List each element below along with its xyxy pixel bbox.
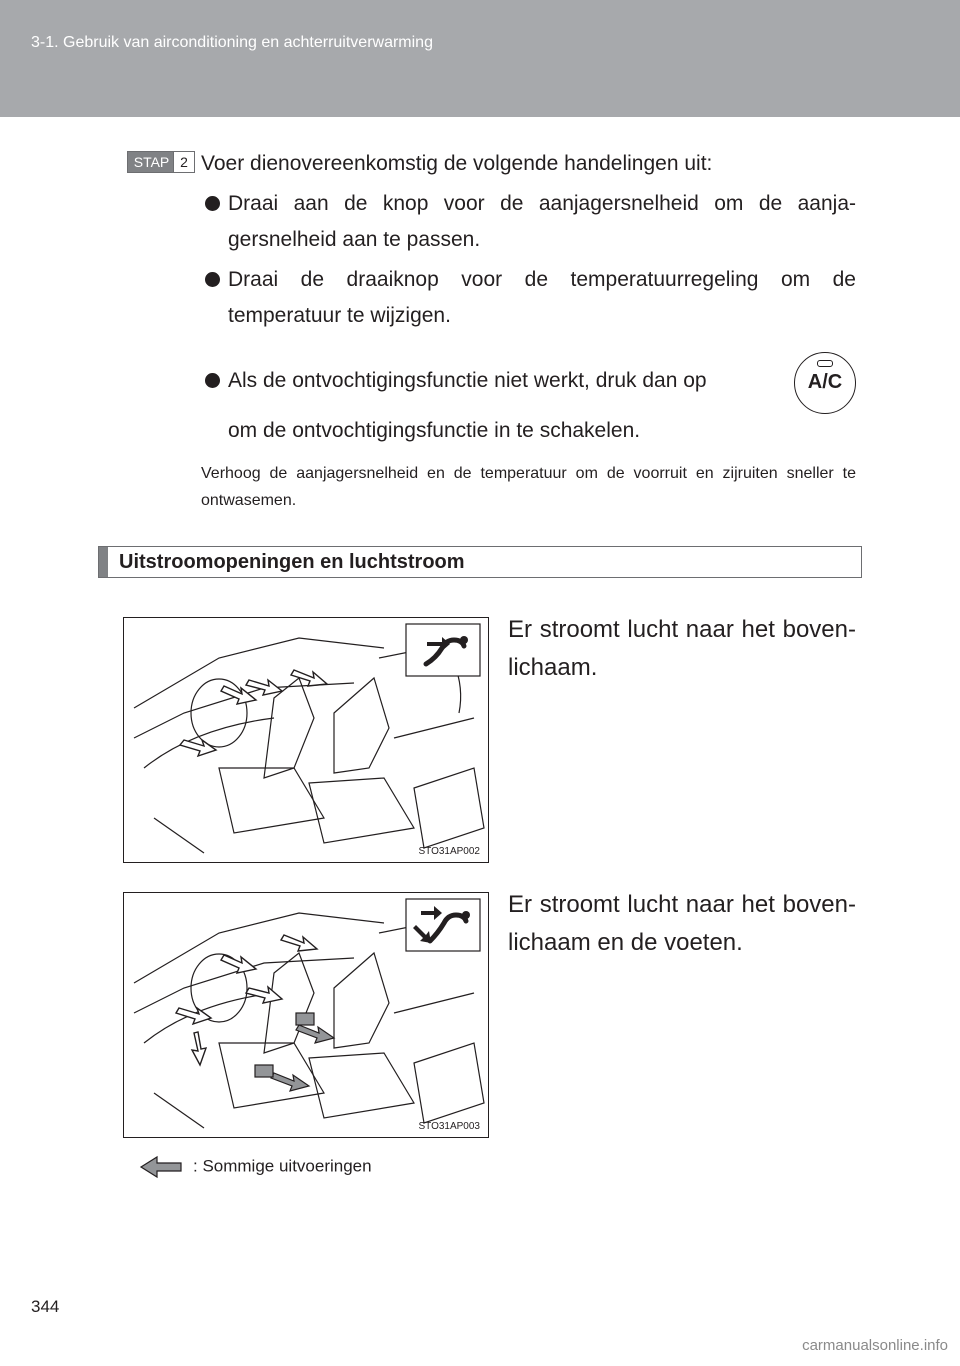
bullet-dehumidify bbox=[205, 363, 775, 399]
page-header bbox=[0, 0, 960, 117]
watermark: carmanualsonline.info bbox=[802, 1337, 948, 1354]
bullet-text: Draai aan de knop voor de aanjagersnelheid om de aanja-gersnelheid aan te passen. bbox=[228, 192, 856, 251]
step-text: Voer dienovereenkomstig de volgende handelingen uit: bbox=[201, 152, 713, 175]
header-title: 3-1. Gebruik van airconditioning en achterruitverwarming bbox=[31, 34, 433, 51]
step-row bbox=[127, 152, 712, 176]
bullet-text: Draai de draaiknop voor de temperatuurregeling om de temperatuur te wijzigen. bbox=[228, 268, 856, 327]
step-badge-label: STAP bbox=[128, 152, 175, 172]
car-interior-illustration bbox=[124, 618, 488, 862]
section-title: Uitstroomopeningen en luchtstroom bbox=[119, 551, 465, 573]
figure-code: STO31AP002 bbox=[418, 846, 480, 857]
legend-text: : Sommige uitvoeringen bbox=[193, 1156, 372, 1176]
note-text: Verhoog de aanjagersnelheid en de temperatuur om de voorruit en zijruiten sneller te ontwasemen. bbox=[201, 465, 856, 509]
bullet-text-line1: Als de ontvochtigingsfunctie niet werkt, druk dan op bbox=[228, 369, 707, 392]
step-badge bbox=[127, 151, 195, 173]
bullet-dehumidify-cont bbox=[205, 413, 856, 449]
section-accent bbox=[99, 547, 108, 577]
figure-caption: Er stroomt lucht naar het boven-lichaam en de voeten. bbox=[508, 891, 856, 956]
bullet-text-line2: om de ontvochtigingsfunctie in te schakelen. bbox=[228, 419, 641, 442]
ac-indicator-light bbox=[817, 360, 833, 367]
figure-code: STO31AP003 bbox=[418, 1121, 480, 1132]
step-badge-number: 2 bbox=[173, 152, 194, 172]
ac-button-label: A/C bbox=[807, 371, 843, 393]
figure-face-airflow bbox=[123, 617, 489, 863]
bullet-dot bbox=[205, 196, 220, 211]
page-number: 344 bbox=[31, 1297, 60, 1316]
figure-caption: Er stroomt lucht naar het boven-lichaam. bbox=[508, 616, 856, 681]
legend bbox=[139, 1155, 372, 1179]
car-interior-illustration bbox=[124, 893, 488, 1137]
figure-face-feet-airflow bbox=[123, 892, 489, 1138]
bullet-fan-speed bbox=[205, 186, 856, 258]
shaded-arrow-icon bbox=[139, 1155, 183, 1179]
section-heading bbox=[98, 546, 862, 578]
ac-button-icon bbox=[794, 352, 856, 414]
bullet-dot bbox=[205, 373, 220, 388]
bullet-dot bbox=[205, 272, 220, 287]
bullet-temperature bbox=[205, 262, 856, 334]
